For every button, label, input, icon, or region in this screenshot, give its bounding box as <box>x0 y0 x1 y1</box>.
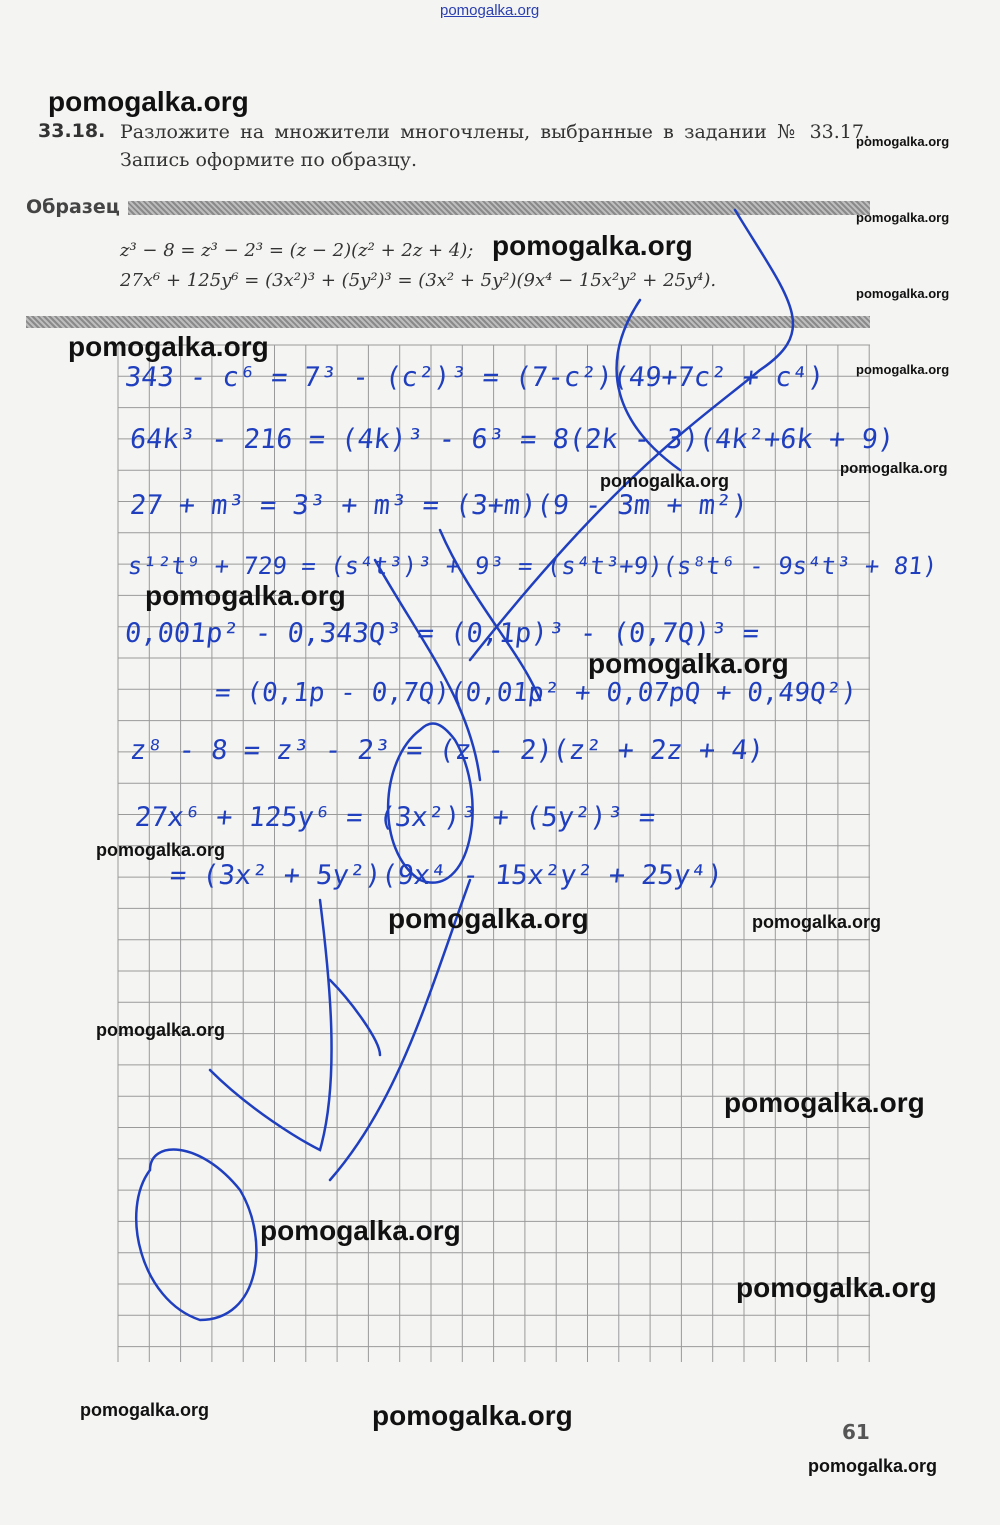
watermark: pomogalka.org <box>840 460 948 477</box>
watermark: pomogalka.org <box>260 1215 461 1246</box>
handwritten-line-1: 343 - c⁶ = 7³ - (c²)³ = (7-c²)(49+7c² + c⁴) <box>123 362 826 393</box>
task-text: Разложите на множители многочлены, выбранные в задании № 33.17. Запись оформите по образцу. <box>120 121 870 171</box>
handwritten-line-4: s¹²t⁹ + 729 = (s⁴t³)³ + 9³ = (s⁴t³+9)(s⁸t⁶ - 9s⁴t³ + 81) <box>126 552 939 580</box>
watermark: pomogalka.org <box>856 286 950 301</box>
sample-line-1: z³ − 8 = z³ − 2³ = (z − 2)(z² + 2z + 4); <box>120 240 474 261</box>
watermark: pomogalka.org <box>808 1456 938 1476</box>
watermark: pomogalka.org <box>856 362 950 377</box>
handwritten-line-5: 0,001p² - 0,343Q³ = (0,1p)³ - (0,7Q)³ = <box>123 618 761 649</box>
handwritten-line-6: = (0,1p - 0,7Q)(0,01p² + 0,07pQ + 0,49Q²) <box>213 678 859 708</box>
watermark: pomogalka.org <box>96 840 226 860</box>
sample-label: Образец <box>26 196 128 218</box>
watermark: pomogalka.org <box>736 1272 937 1303</box>
handwritten-line-8: 27x⁶ + 125y⁶ = (3x²)³ + (5y²)³ = <box>133 802 657 833</box>
pen-scribble <box>210 900 332 1150</box>
watermark: pomogalka.org <box>856 210 950 225</box>
handwritten-line-7: z⁸ - 8 = z³ - 2³ = (z - 2)(z² + 2z + 4) <box>128 735 766 766</box>
site-link-top[interactable]: pomogalka.org <box>440 2 540 19</box>
handwritten-line-9: = (3x² + 5y²)(9x⁴ - 15x²y² + 25y⁴) <box>168 860 725 891</box>
sample-line-2: 27x⁶ + 125y⁶ = (3x²)³ + (5y²)³ = (3x² + 5y²)(9x⁴ − 15x²y² + 25y⁴). <box>120 270 717 291</box>
watermark: pomogalka.org <box>588 648 789 679</box>
watermark: pomogalka.org <box>492 230 693 261</box>
watermark: pomogalka.org <box>80 1400 210 1420</box>
watermark: pomogalka.org <box>752 912 882 932</box>
handwritten-line-2: 64k³ - 216 = (4k)³ - 6³ = 8(2k - 3)(4k²+6k + 9) <box>128 424 896 455</box>
handwritten-line-3: 27 + m³ = 3³ + m³ = (3+m)(9 - 3m + m²) <box>128 490 750 521</box>
task-number: 33.18. <box>38 120 106 142</box>
watermark: pomogalka.org <box>145 580 346 611</box>
watermark: pomogalka.org <box>600 471 730 491</box>
watermark: pomogalka.org <box>724 1087 925 1118</box>
watermark: pomogalka.org <box>96 1020 226 1040</box>
pen-scribble <box>136 1150 256 1320</box>
watermark: pomogalka.org <box>856 134 950 149</box>
page-number: 61 <box>842 1420 870 1444</box>
watermark: pomogalka.org <box>388 903 589 934</box>
watermark: pomogalka.org <box>68 331 269 362</box>
watermark: pomogalka.org <box>48 86 249 117</box>
watermark: pomogalka.org <box>372 1400 573 1431</box>
